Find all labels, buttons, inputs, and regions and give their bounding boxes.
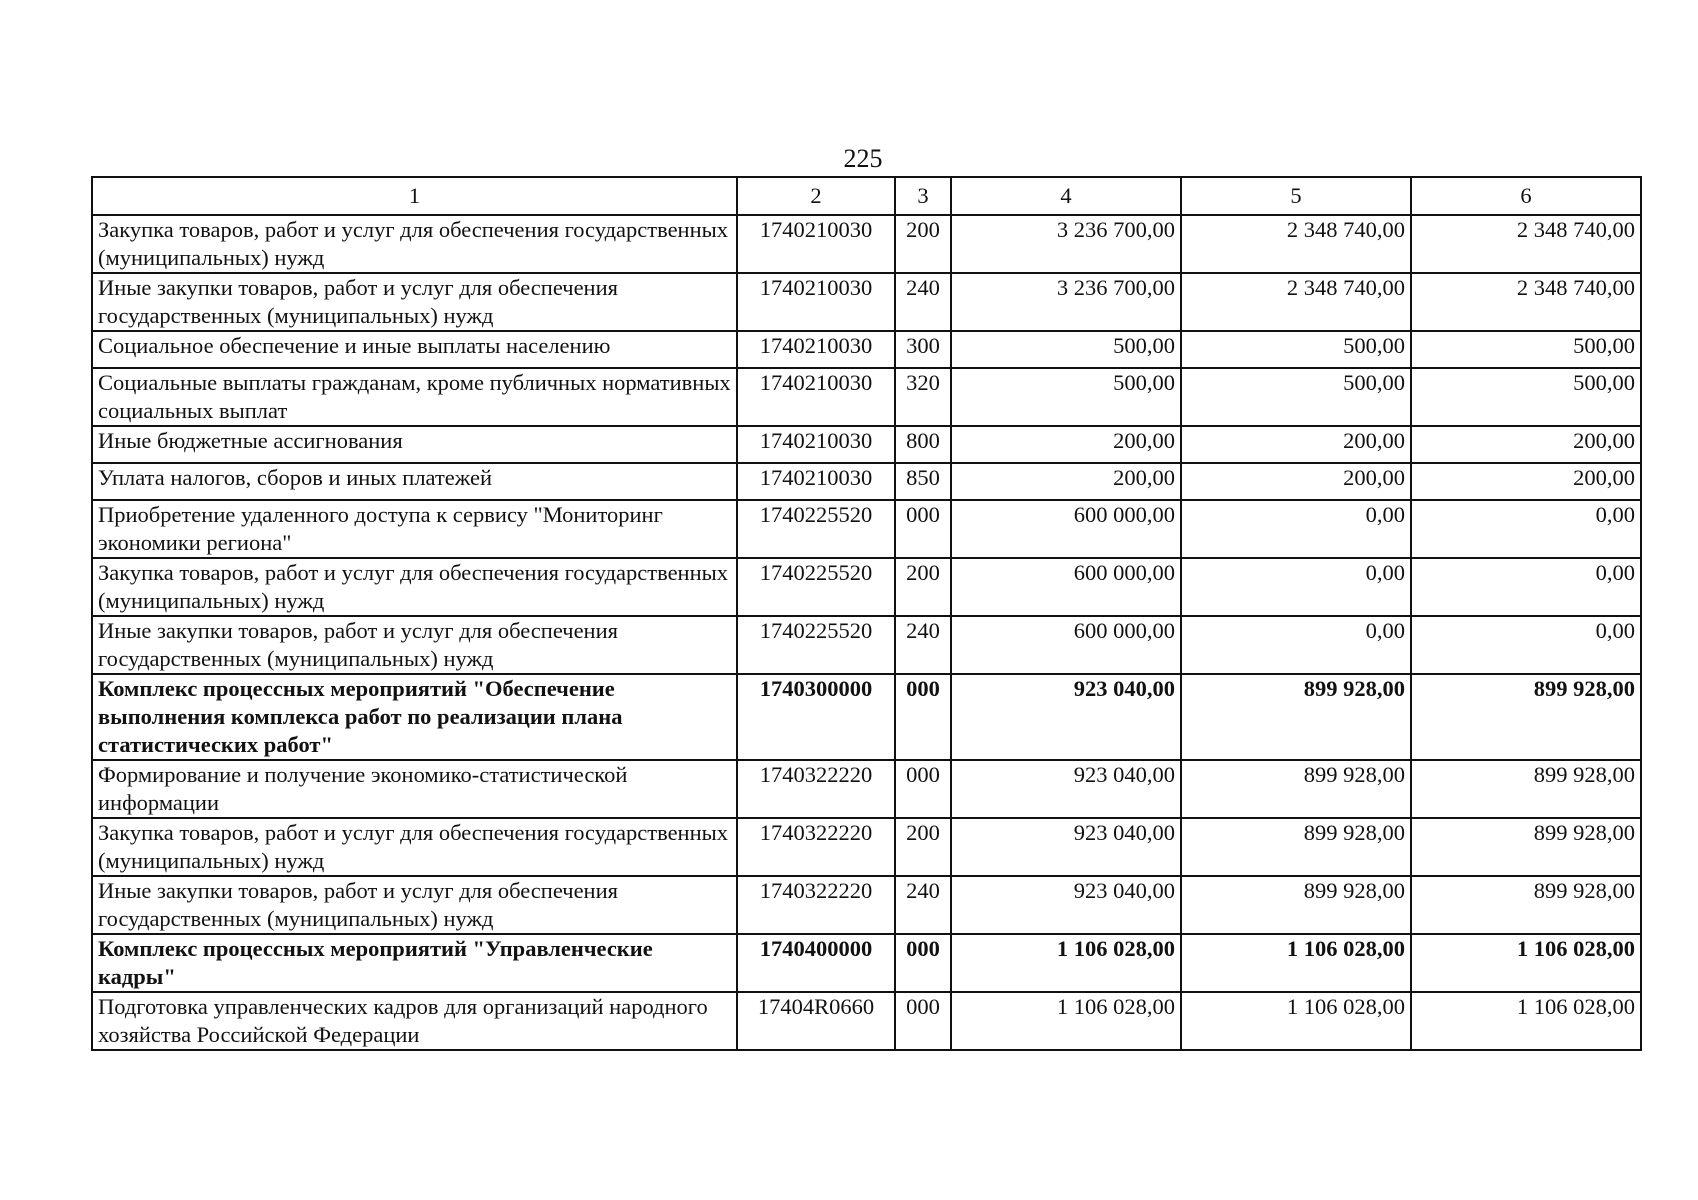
row-value-col5: 899 928,00 (1181, 818, 1411, 876)
header-col-1: 1 (92, 177, 737, 215)
row-value-col6: 899 928,00 (1411, 760, 1641, 818)
row-name: Иные закупки товаров, работ и услуг для обеспечения государственных (муниципальных) нужд (92, 273, 737, 331)
row-value-col6: 500,00 (1411, 368, 1641, 426)
row-value-col6: 899 928,00 (1411, 876, 1641, 934)
table-row (92, 215, 1641, 273)
table-row (92, 273, 1641, 331)
row-type: 320 (895, 368, 951, 426)
table-row (92, 992, 1641, 1050)
row-code: 1740225520 (737, 558, 895, 616)
header-col-6: 6 (1411, 177, 1641, 215)
row-value-col4: 923 040,00 (951, 674, 1181, 760)
table-row (92, 368, 1641, 426)
row-value-col6: 899 928,00 (1411, 674, 1641, 760)
row-value-col5: 200,00 (1181, 463, 1411, 500)
table-row (92, 331, 1641, 368)
row-value-col4: 600 000,00 (951, 500, 1181, 558)
row-value-col4: 3 236 700,00 (951, 273, 1181, 331)
row-name: Закупка товаров, работ и услуг для обеспечения государственных (муниципальных) нужд (92, 818, 737, 876)
row-name: Подготовка управленческих кадров для организаций народного хозяйства Российской Федерации (92, 992, 737, 1050)
row-name: Иные закупки товаров, работ и услуг для обеспечения государственных (муниципальных) нужд (92, 616, 737, 674)
row-value-col4: 923 040,00 (951, 760, 1181, 818)
row-code: 1740322220 (737, 876, 895, 934)
row-code: 1740300000 (737, 674, 895, 760)
table-row (92, 463, 1641, 500)
table-row (92, 934, 1641, 992)
row-type: 000 (895, 674, 951, 760)
row-value-col4: 500,00 (951, 368, 1181, 426)
row-name: Иные бюджетные ассигнования (92, 426, 737, 463)
row-code: 1740400000 (737, 934, 895, 992)
row-name: Уплата налогов, сборов и иных платежей (92, 463, 737, 500)
row-type: 000 (895, 934, 951, 992)
table-row (92, 616, 1641, 674)
header-row (92, 177, 1641, 215)
row-value-col5: 1 106 028,00 (1181, 992, 1411, 1050)
row-code: 17404R0660 (737, 992, 895, 1050)
row-name: Комплекс процессных мероприятий "Обеспечение выполнения комплекса работ по реализации плана статистических работ" (92, 674, 737, 760)
row-code: 1740210030 (737, 368, 895, 426)
row-type: 200 (895, 818, 951, 876)
table-row (92, 760, 1641, 818)
row-name: Формирование и получение экономико-статистической информации (92, 760, 737, 818)
table-row (92, 876, 1641, 934)
row-type: 240 (895, 273, 951, 331)
row-code: 1740322220 (737, 818, 895, 876)
row-value-col5: 200,00 (1181, 426, 1411, 463)
row-value-col6: 899 928,00 (1411, 818, 1641, 876)
row-value-col4: 923 040,00 (951, 876, 1181, 934)
row-type: 240 (895, 876, 951, 934)
header-col-4: 4 (951, 177, 1181, 215)
row-value-col4: 600 000,00 (951, 616, 1181, 674)
row-value-col5: 2 348 740,00 (1181, 215, 1411, 273)
table-row (92, 674, 1641, 760)
table-row (92, 426, 1641, 463)
row-value-col4: 3 236 700,00 (951, 215, 1181, 273)
row-value-col4: 1 106 028,00 (951, 934, 1181, 992)
row-code: 1740225520 (737, 500, 895, 558)
row-value-col4: 600 000,00 (951, 558, 1181, 616)
row-name: Приобретение удаленного доступа к сервису "Мониторинг экономики региона" (92, 500, 737, 558)
row-name: Социальное обеспечение и иные выплаты населению (92, 331, 737, 368)
row-value-col5: 0,00 (1181, 558, 1411, 616)
row-type: 000 (895, 760, 951, 818)
table-row (92, 558, 1641, 616)
row-value-col4: 500,00 (951, 331, 1181, 368)
header-col-5: 5 (1181, 177, 1411, 215)
row-name: Комплекс процессных мероприятий "Управленческие кадры" (92, 934, 737, 992)
page-number: 225 (843, 144, 883, 173)
row-value-col5: 899 928,00 (1181, 674, 1411, 760)
row-type: 800 (895, 426, 951, 463)
row-name: Закупка товаров, работ и услуг для обеспечения государственных (муниципальных) нужд (92, 558, 737, 616)
row-value-col6: 0,00 (1411, 500, 1641, 558)
row-value-col6: 200,00 (1411, 463, 1641, 500)
row-type: 000 (895, 500, 951, 558)
row-code: 1740210030 (737, 463, 895, 500)
table-row (92, 500, 1641, 558)
row-value-col6: 2 348 740,00 (1411, 215, 1641, 273)
row-type: 000 (895, 992, 951, 1050)
row-name: Социальные выплаты гражданам, кроме публичных нормативных социальных выплат (92, 368, 737, 426)
row-value-col4: 200,00 (951, 426, 1181, 463)
row-value-col6: 0,00 (1411, 616, 1641, 674)
row-type: 300 (895, 331, 951, 368)
row-value-col5: 2 348 740,00 (1181, 273, 1411, 331)
row-value-col4: 923 040,00 (951, 818, 1181, 876)
row-value-col6: 200,00 (1411, 426, 1641, 463)
row-value-col5: 500,00 (1181, 331, 1411, 368)
row-value-col5: 1 106 028,00 (1181, 934, 1411, 992)
row-type: 200 (895, 558, 951, 616)
row-type: 850 (895, 463, 951, 500)
row-type: 240 (895, 616, 951, 674)
table-body (92, 215, 1641, 1050)
row-value-col6: 2 348 740,00 (1411, 273, 1641, 331)
row-value-col5: 899 928,00 (1181, 760, 1411, 818)
row-code: 1740210030 (737, 426, 895, 463)
row-name: Закупка товаров, работ и услуг для обеспечения государственных (муниципальных) нужд (92, 215, 737, 273)
row-code: 1740225520 (737, 616, 895, 674)
budget-table (91, 176, 1642, 1051)
row-value-col6: 0,00 (1411, 558, 1641, 616)
row-code: 1740210030 (737, 273, 895, 331)
row-type: 200 (895, 215, 951, 273)
row-code: 1740322220 (737, 760, 895, 818)
row-value-col5: 0,00 (1181, 616, 1411, 674)
row-name: Иные закупки товаров, работ и услуг для обеспечения государственных (муниципальных) нужд (92, 876, 737, 934)
header-col-2: 2 (737, 177, 895, 215)
table-row (92, 818, 1641, 876)
row-value-col6: 1 106 028,00 (1411, 934, 1641, 992)
row-value-col4: 200,00 (951, 463, 1181, 500)
row-value-col6: 500,00 (1411, 331, 1641, 368)
row-value-col5: 0,00 (1181, 500, 1411, 558)
row-value-col5: 899 928,00 (1181, 876, 1411, 934)
row-value-col6: 1 106 028,00 (1411, 992, 1641, 1050)
row-code: 1740210030 (737, 331, 895, 368)
row-value-col5: 500,00 (1181, 368, 1411, 426)
header-col-3: 3 (895, 177, 951, 215)
row-code: 1740210030 (737, 215, 895, 273)
row-value-col4: 1 106 028,00 (951, 992, 1181, 1050)
